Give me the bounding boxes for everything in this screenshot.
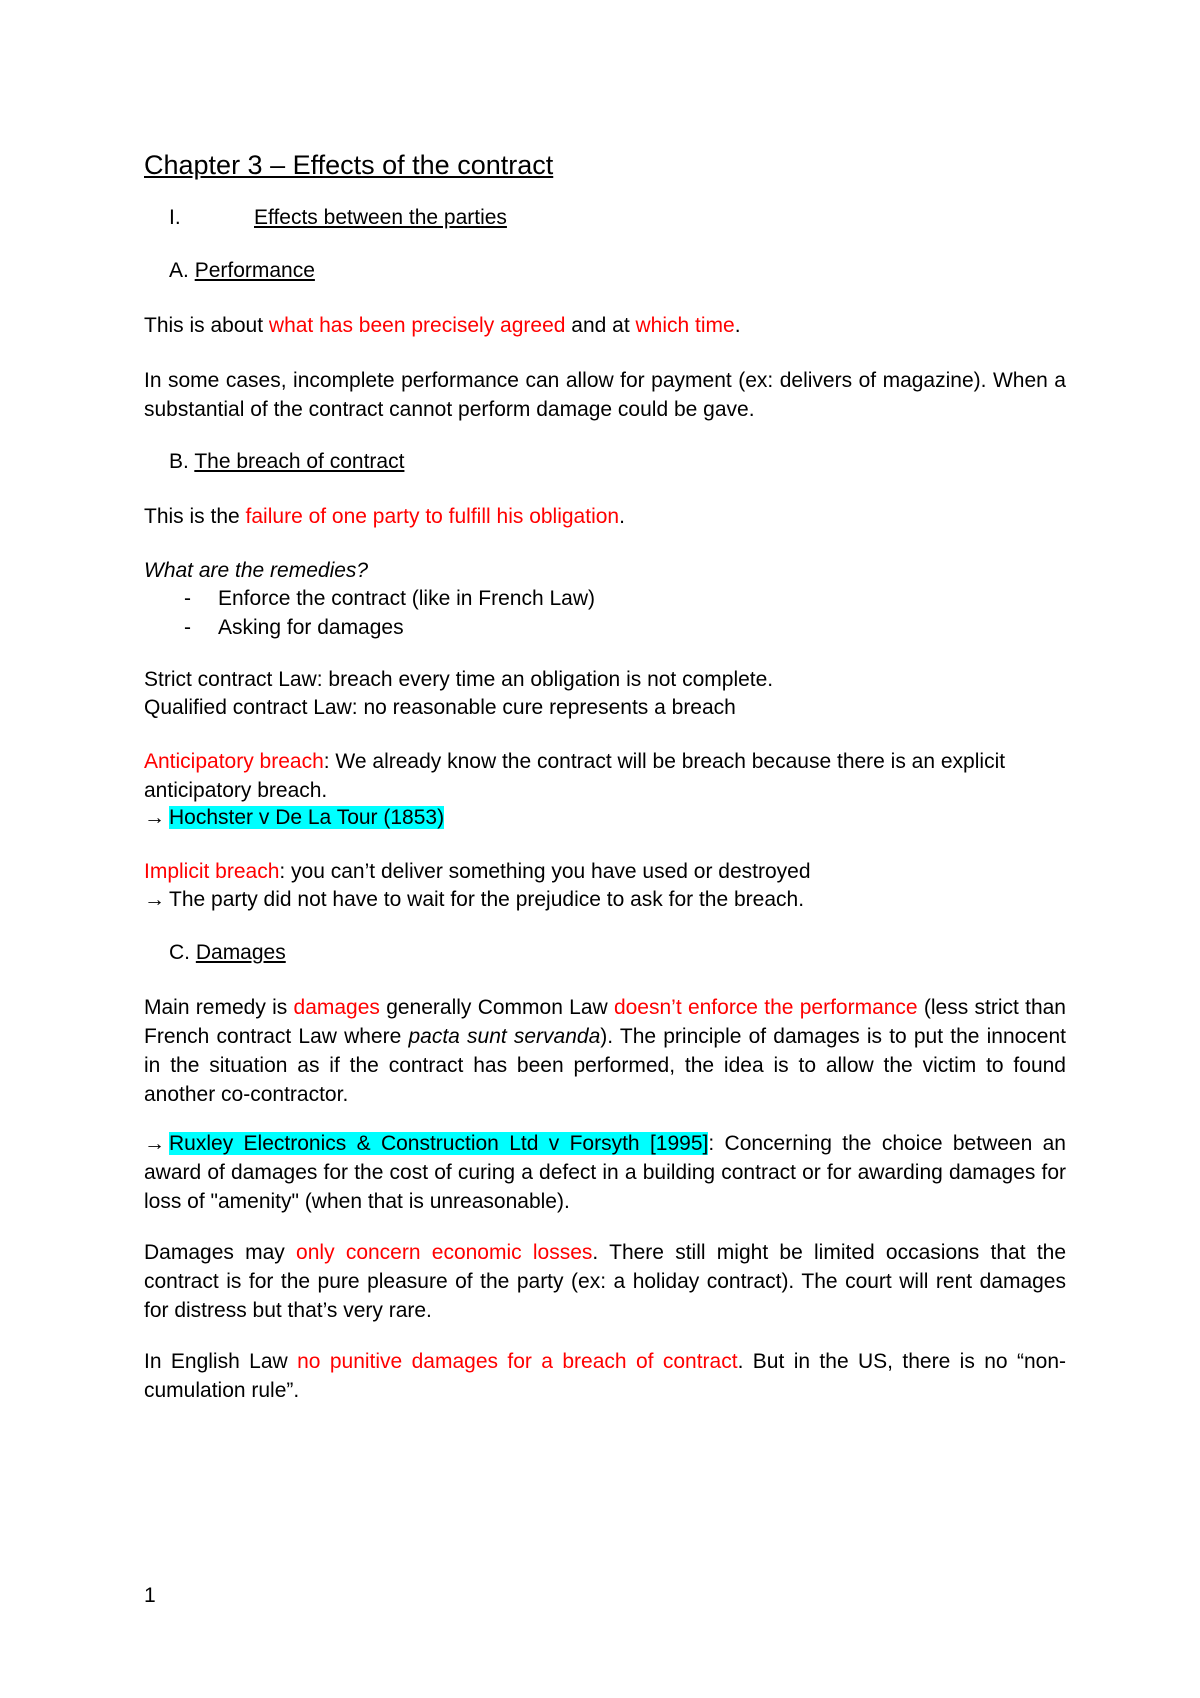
text-run: generally Common Law: [379, 996, 614, 1019]
text-run: This is the: [144, 505, 246, 528]
highlighted-term: Implicit breach: [144, 860, 280, 883]
subsection-heading-damages: [169, 938, 286, 967]
subsection-number: A.: [169, 259, 189, 282]
text-run: . But in the US, there is no “non-cumulation rule”.: [144, 1350, 1066, 1402]
subsection-number: C.: [169, 941, 190, 964]
section-heading-effects-between-parties: [169, 203, 507, 232]
case-citation: Ruxley Electronics & Construction Ltd v Forsyth [1995]: [169, 1132, 709, 1155]
performance-paragraph-1: [144, 311, 1066, 340]
breach-paragraph-1: [144, 502, 1066, 531]
anticipatory-breach-paragraph: [144, 747, 1066, 805]
implicit-breach-consequence: [144, 885, 1066, 914]
subsection-heading-breach: [169, 447, 404, 476]
anticipatory-case-line: [144, 803, 1066, 832]
text-run: : Concerning the choice between an award of damages for the cost of curing a defect in a building contract or for awarding damages for loss of "amenity" (when that is unreasonable).: [144, 1132, 1066, 1213]
highlighted-term: damages: [293, 996, 380, 1019]
latin-phrase: pacta sunt servanda: [408, 1025, 601, 1048]
highlighted-term: no punitive damages for a breach of contract: [297, 1350, 738, 1373]
ruxley-case-paragraph: [144, 1129, 1066, 1216]
text-run: .: [734, 314, 741, 337]
highlighted-term: failure of one party to fulfill his obligation: [245, 505, 620, 528]
text-run: .: [619, 505, 625, 528]
list-item: - Asking for damages: [144, 613, 1066, 642]
remedies-list: [144, 584, 1066, 642]
text-run: . There still might be limited occasions that the contract is for the pure pleasure of the party (ex: a holiday contract). The court will rent damages for distress but that’s very rare.: [144, 1241, 1067, 1322]
highlighted-term: what has been precisely agreed: [268, 314, 566, 337]
text-run: Main remedy is: [144, 996, 294, 1019]
list-item: - Enforce the contract (like in French Law): [144, 584, 1066, 613]
subsection-label: The breach of contract: [194, 450, 405, 473]
subsection-label: Damages: [195, 941, 286, 964]
highlighted-term: only concern economic losses: [296, 1241, 593, 1264]
subsection-label: Performance: [194, 259, 315, 282]
right-arrow-icon: →: [144, 888, 165, 911]
text-run: : you can’t deliver something you have used or destroyed: [279, 860, 811, 883]
subsection-heading-performance: [169, 256, 315, 285]
highlighted-term: which time: [635, 314, 735, 337]
damages-paragraph-1: [144, 993, 1066, 1109]
case-citation: Hochster v De La Tour (1853): [169, 806, 445, 829]
text-run: : We already know the contract will be breach because there is an explicit anticipatory breach.: [144, 750, 1006, 802]
damages-paragraph-2: [144, 1238, 1066, 1325]
english-law-paragraph: [144, 1347, 1066, 1405]
section-number: I.: [169, 206, 181, 229]
text-run: ). The principle of damages is to put the innocent in the situation as if the contract has been performed, the idea is to allow the victim to found another co-contractor.: [144, 1025, 1066, 1106]
page-title: Chapter 3 – Effects of the contract: [144, 150, 554, 180]
text-run: (less strict than French contract Law where: [144, 996, 1066, 1048]
remedies-question: What are the remedies?: [144, 559, 369, 582]
subsection-number: B.: [169, 450, 189, 473]
right-arrow-icon: →: [144, 806, 165, 829]
text-run: In English Law: [144, 1350, 298, 1373]
section-label: Effects between the parties: [254, 206, 507, 229]
highlighted-term: doesn’t enforce the performance: [613, 996, 918, 1019]
implicit-breach-line: [144, 857, 1066, 886]
text-run: The party did not have to wait for the prejudice to ask for the breach.: [169, 888, 805, 911]
text-run: This is about: [144, 314, 269, 337]
strict-contract-line: Strict contract Law: breach every time an obligation is not complete.: [144, 668, 774, 691]
right-arrow-icon: →: [144, 1132, 165, 1155]
highlighted-term: Anticipatory breach: [144, 750, 324, 773]
text-run: and at: [565, 314, 636, 337]
text-run: Damages may: [144, 1241, 297, 1264]
page-number: 1: [144, 1584, 156, 1607]
qualified-contract-line: Qualified contract Law: no reasonable cure represents a breach: [144, 696, 736, 719]
performance-paragraph-2: In some cases, incomplete performance can allow for payment (ex: delivers of magazine). When a substantial of the contract cannot perform damage could be gave.: [144, 369, 1066, 421]
